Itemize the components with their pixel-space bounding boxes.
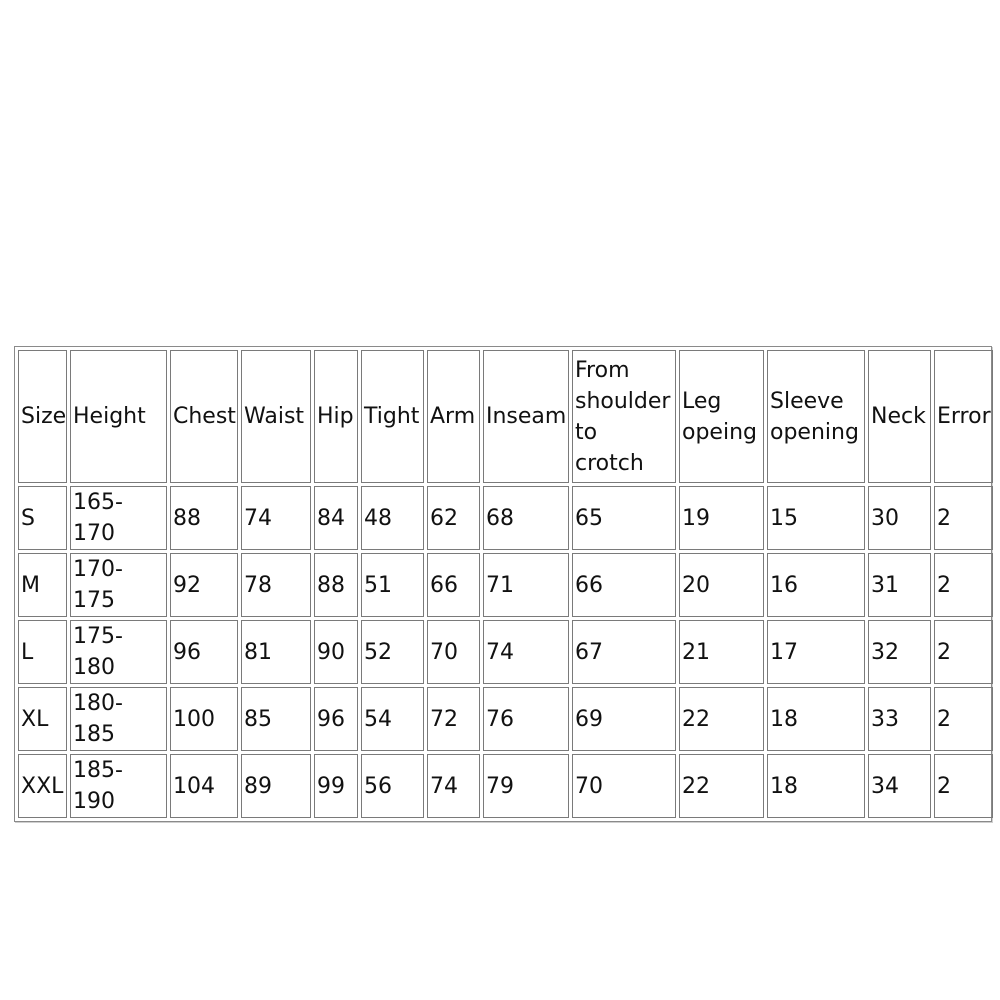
cell-error: 2 <box>934 553 993 617</box>
cell-arm: 70 <box>427 620 480 684</box>
cell-error: 2 <box>934 754 993 818</box>
cell-tight: 51 <box>361 553 424 617</box>
table-row <box>18 620 993 684</box>
cell-hip: 99 <box>314 754 358 818</box>
cell-waist: 81 <box>241 620 311 684</box>
cell-arm: 74 <box>427 754 480 818</box>
size-chart-frame <box>14 346 992 822</box>
cell-leg-opening: 21 <box>679 620 764 684</box>
cell-shoulder-to-crotch: 70 <box>572 754 676 818</box>
table-row <box>18 754 993 818</box>
cell-shoulder-to-crotch: 67 <box>572 620 676 684</box>
cell-leg-opening: 22 <box>679 754 764 818</box>
table-row <box>18 687 993 751</box>
cell-hip: 84 <box>314 486 358 550</box>
cell-inseam: 76 <box>483 687 569 751</box>
cell-height: 165-170 <box>70 486 167 550</box>
cell-neck: 34 <box>868 754 931 818</box>
cell-tight: 54 <box>361 687 424 751</box>
cell-error: 2 <box>934 620 993 684</box>
cell-inseam: 68 <box>483 486 569 550</box>
table-row <box>18 486 993 550</box>
cell-error: 2 <box>934 687 993 751</box>
column-header-arm: Arm <box>427 350 480 483</box>
cell-chest: 104 <box>170 754 238 818</box>
cell-waist: 74 <box>241 486 311 550</box>
cell-leg-opening: 22 <box>679 687 764 751</box>
column-header-neck: Neck <box>868 350 931 483</box>
cell-neck: 30 <box>868 486 931 550</box>
cell-arm: 62 <box>427 486 480 550</box>
cell-height: 180-185 <box>70 687 167 751</box>
cell-size: M <box>18 553 67 617</box>
cell-height: 170-175 <box>70 553 167 617</box>
size-chart-table <box>15 347 996 821</box>
cell-waist: 89 <box>241 754 311 818</box>
cell-chest: 100 <box>170 687 238 751</box>
cell-waist: 78 <box>241 553 311 617</box>
cell-tight: 56 <box>361 754 424 818</box>
cell-height: 175-180 <box>70 620 167 684</box>
cell-arm: 66 <box>427 553 480 617</box>
cell-hip: 88 <box>314 553 358 617</box>
cell-inseam: 74 <box>483 620 569 684</box>
column-header-hip: Hip <box>314 350 358 483</box>
column-header-shoulder-to-crotch: From shoulder to crotch <box>572 350 676 483</box>
cell-size: L <box>18 620 67 684</box>
cell-hip: 96 <box>314 687 358 751</box>
cell-size: S <box>18 486 67 550</box>
column-header-inseam: Inseam <box>483 350 569 483</box>
column-header-error: Error <box>934 350 993 483</box>
column-header-leg-opening: Leg opeing <box>679 350 764 483</box>
cell-error: 2 <box>934 486 993 550</box>
cell-sleeve-opening: 15 <box>767 486 865 550</box>
cell-neck: 31 <box>868 553 931 617</box>
cell-sleeve-opening: 18 <box>767 687 865 751</box>
cell-neck: 32 <box>868 620 931 684</box>
cell-chest: 92 <box>170 553 238 617</box>
cell-chest: 96 <box>170 620 238 684</box>
column-header-chest: Chest <box>170 350 238 483</box>
cell-chest: 88 <box>170 486 238 550</box>
cell-tight: 48 <box>361 486 424 550</box>
cell-arm: 72 <box>427 687 480 751</box>
cell-sleeve-opening: 17 <box>767 620 865 684</box>
column-header-size: Size <box>18 350 67 483</box>
header-row <box>18 350 993 483</box>
cell-leg-opening: 20 <box>679 553 764 617</box>
cell-leg-opening: 19 <box>679 486 764 550</box>
column-header-tight: Tight <box>361 350 424 483</box>
cell-hip: 90 <box>314 620 358 684</box>
cell-inseam: 79 <box>483 754 569 818</box>
column-header-waist: Waist <box>241 350 311 483</box>
cell-inseam: 71 <box>483 553 569 617</box>
cell-size: XXL <box>18 754 67 818</box>
cell-shoulder-to-crotch: 66 <box>572 553 676 617</box>
cell-height: 185-190 <box>70 754 167 818</box>
column-header-sleeve-opening: Sleeve opening <box>767 350 865 483</box>
cell-shoulder-to-crotch: 69 <box>572 687 676 751</box>
cell-sleeve-opening: 18 <box>767 754 865 818</box>
cell-waist: 85 <box>241 687 311 751</box>
cell-tight: 52 <box>361 620 424 684</box>
cell-sleeve-opening: 16 <box>767 553 865 617</box>
cell-neck: 33 <box>868 687 931 751</box>
cell-size: XL <box>18 687 67 751</box>
column-header-height: Height <box>70 350 167 483</box>
cell-shoulder-to-crotch: 65 <box>572 486 676 550</box>
table-row <box>18 553 993 617</box>
